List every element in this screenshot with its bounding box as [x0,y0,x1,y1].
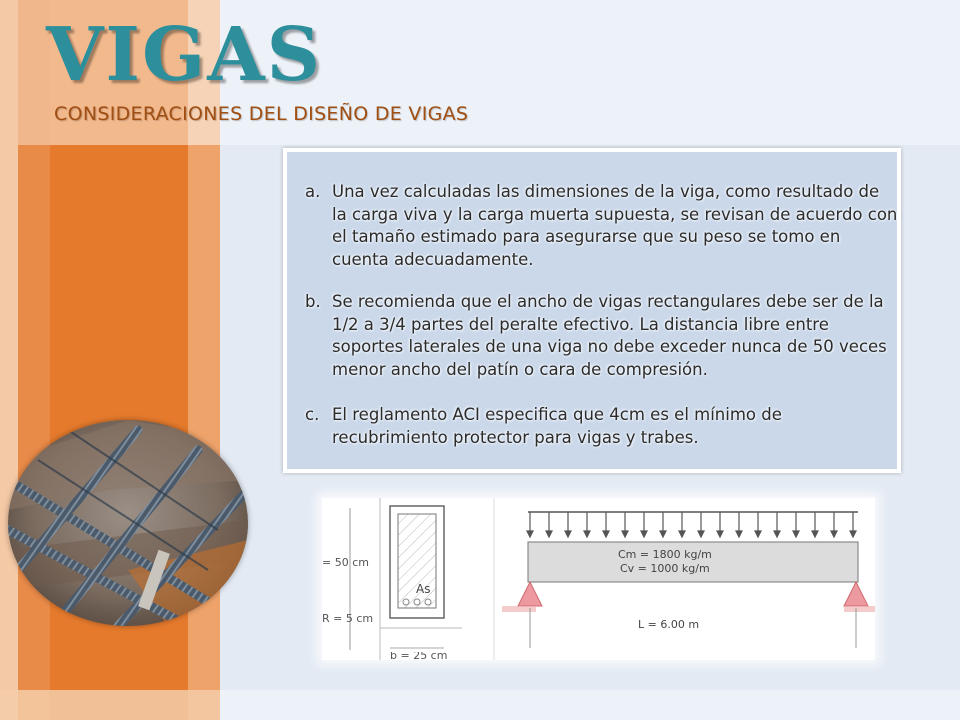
section-height-label: = 50 cm [322,556,369,569]
load-arrow-head [698,531,704,537]
list-marker: b. [305,292,321,311]
bottom-strip [0,690,220,720]
load-arrow-head [546,531,552,537]
section-cover-label: R = 5 cm [322,612,374,625]
load-arrow-head [584,531,590,537]
live-load-label: Cv = 1000 kg/m [620,562,710,575]
list-item-c [305,404,899,449]
dead-load-label: Cm = 1800 kg/m [618,548,712,561]
list-item-b [305,291,899,381]
slide-subtitle: CONSIDERACIONES DEL DISEÑO DE VIGAS [54,103,469,125]
list-text: Se recomienda que el ancho de vigas rectangulares debe ser de la 1/2 a 3/4 partes del peralte efectivo. La distancia libre entre soportes laterales de una viga no debe exceder nunca de 50 veces menor ancho del patín o cara de compresión. [332,292,887,379]
load-arrow-head [755,531,761,537]
list-marker: c. [305,405,320,424]
load-arrow-head [565,531,571,537]
slide-title: VIGAS [46,12,323,98]
load-arrow-head [736,531,742,537]
section-base-label: b = 25 cm [390,652,448,660]
load-arrow-head [812,531,818,537]
load-arrow-head [831,531,837,537]
list-text: El reglamento ACI especifica que 4cm es el mínimo de recubrimiento protector para vigas y trabes. [332,405,782,447]
load-arrow-head [850,531,856,537]
beam-diagram [322,498,875,660]
rebar-photo-image [8,420,248,626]
steel-area-label: As [416,582,431,596]
load-arrow-head [641,531,647,537]
load-arrow-head [603,531,609,537]
load-arrow-head [717,531,723,537]
load-arrow-head [660,531,666,537]
span-label: L = 6.00 m [638,618,700,631]
load-arrow-head [679,531,685,537]
list-marker: a. [305,182,321,201]
load-arrow-head [774,531,780,537]
load-arrow-head [622,531,628,537]
left-stripe-light [0,0,18,720]
list-text: Una vez calculadas las dimensiones de la viga, como resultado de la carga viva y la carga muerta supuesta, se revisan de acuerdo con el tamaño estimado para asegurarse que su peso se tomo en cuenta adecuadamente. [332,182,898,269]
beam-diagram-drawing [322,498,875,660]
content-box [283,148,901,473]
load-arrow-head [527,531,533,537]
load-arrow-head [793,531,799,537]
rebar-photo [8,420,248,626]
list-item-a [305,181,899,271]
